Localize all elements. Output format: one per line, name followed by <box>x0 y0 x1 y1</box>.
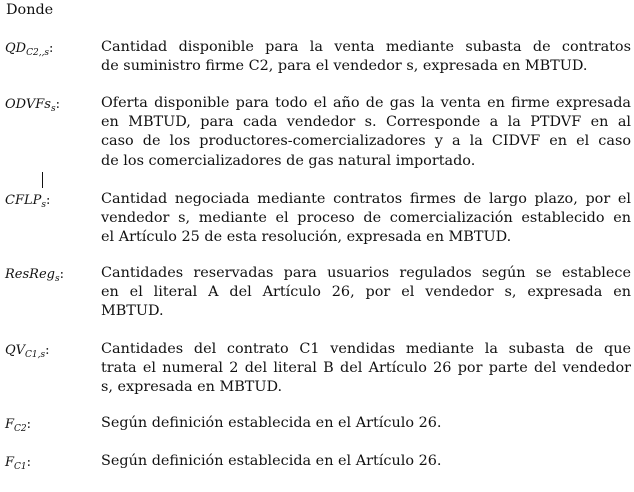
definition-description: Cantidades del contrato C1 vendidas mediante la subasta de que trata el numeral 2 del literal B del Artículo 26 por parte del vendedor s, expresada en MBTUD. <box>101 341 631 396</box>
definition-term: ODVFs$_s$: <box>5 97 60 114</box>
definition-description: Según definición establecida en el Artículo 26. <box>101 415 442 431</box>
definition-term: $QV_{C1,s}$: <box>5 343 50 360</box>
intro-text: Donde <box>6 2 54 18</box>
definition-term: $F_{C1}$: <box>5 455 32 472</box>
definition-term: $QD_{C2,,s}$: <box>5 41 54 58</box>
definition-term: $CFLP_s$: <box>5 193 51 210</box>
definition-description: Cantidad disponible para la venta mediante subasta de contratos de suministro firme C2, para el vendedor s, expresada en MBTUD. <box>101 39 631 75</box>
definition-description: Oferta disponible para todo el año de gas la venta en firme expresada en MBTUD, para cada vendedor s. Corresponde a la PTDVF en al caso de los productores-comercializadores y a la CIDVF en el caso de los comercializadores de gas natural importado. <box>101 95 631 169</box>
margin-mark <box>42 172 43 188</box>
definition-term: $F_{C2}$: <box>5 417 32 434</box>
definition-term: ResReg$_s$: <box>5 267 64 284</box>
definition-description: Según definición establecida en el Artículo 26. <box>101 453 442 469</box>
definition-description: Cantidades reservadas para usuarios regulados según se establece en el literal A del Artículo 26, por el vendedor s, expresada en MBTUD. <box>101 265 631 320</box>
definition-description: Cantidad negociada mediante contratos firmes de largo plazo, por el vendedor s, mediante el proceso de comercialización establecido en el Artículo 25 de esta resolución, expresada en MBTUD. <box>101 191 631 246</box>
